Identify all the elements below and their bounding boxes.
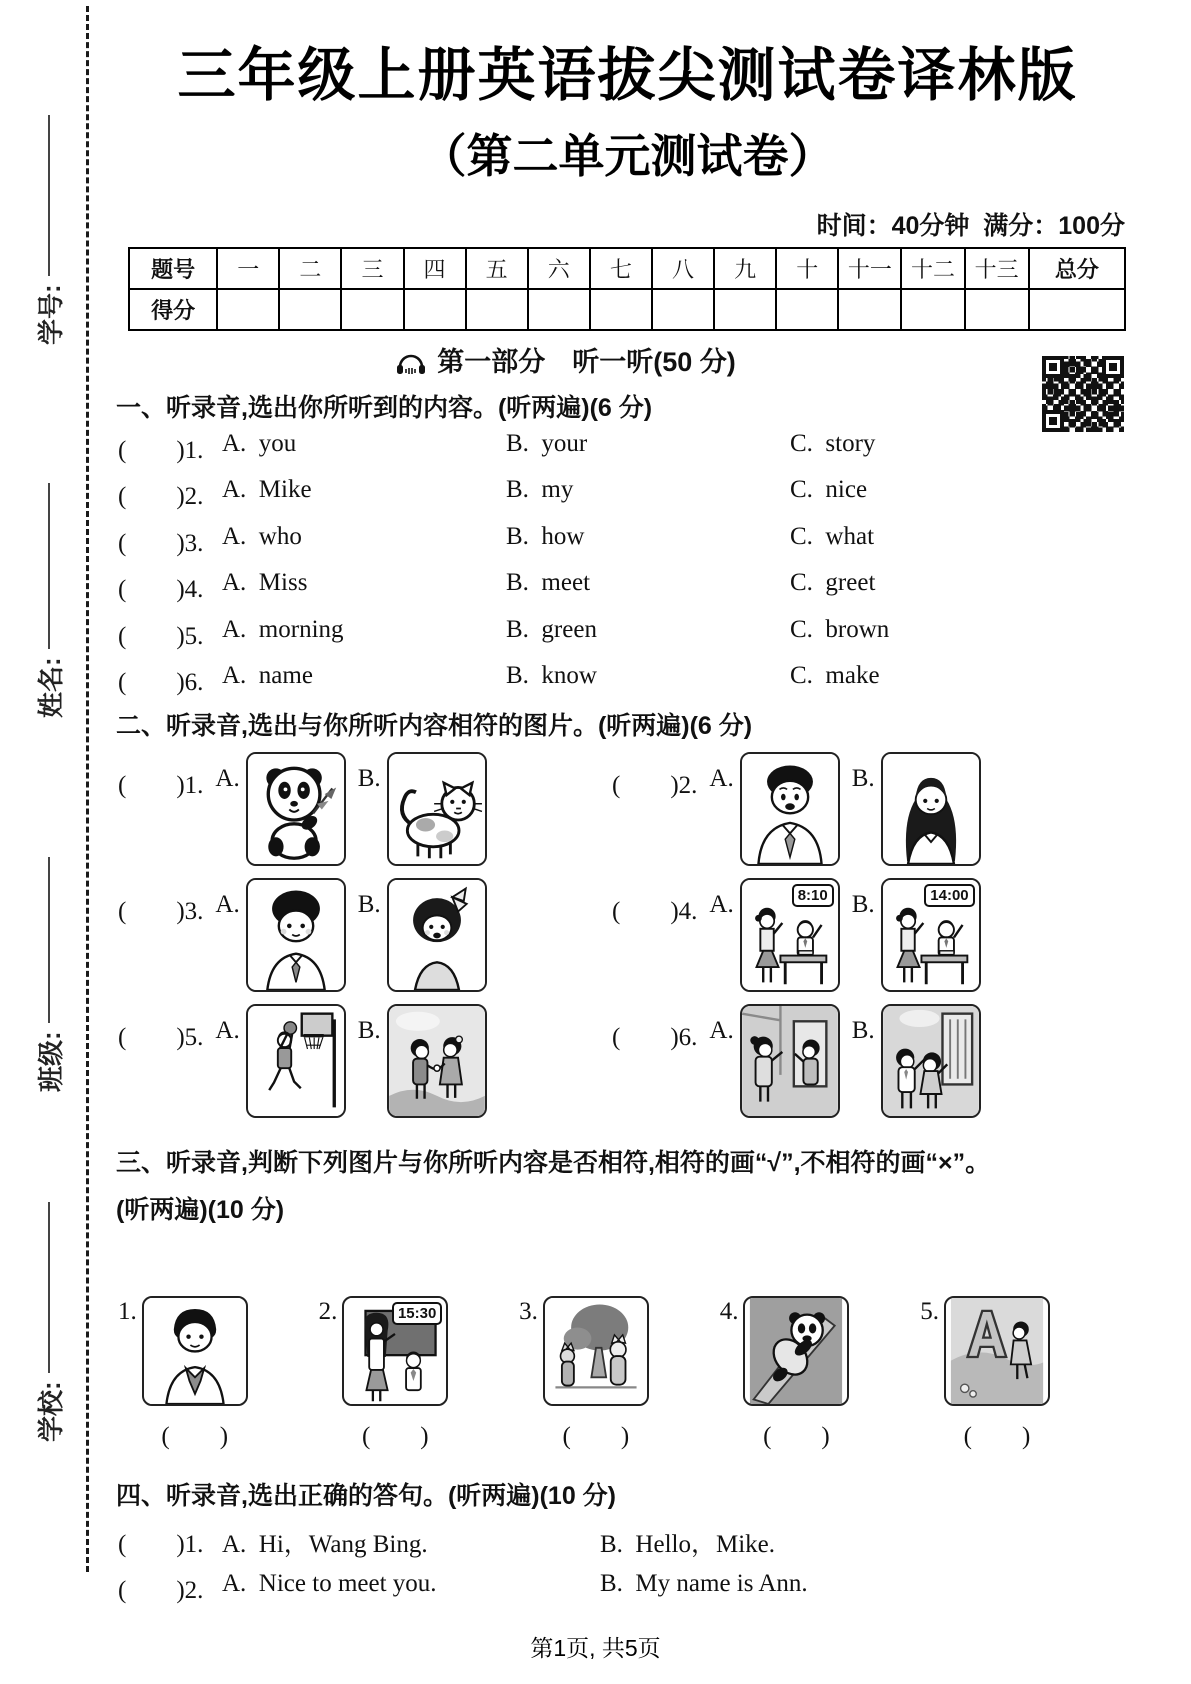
col-1: 一 [217, 248, 279, 289]
part1-question-row [118, 569, 1128, 611]
page-number: 第1页, 共5页 [530, 1635, 661, 1661]
option-b-label: B. [851, 891, 875, 918]
score-cell-empty [1029, 289, 1125, 330]
question-number: 4. [719, 1298, 739, 1325]
col-9: 九 [714, 248, 776, 289]
option-b: B. meet [506, 569, 591, 596]
option-a-label: A. [215, 765, 240, 792]
side-field-student-id [26, 115, 72, 345]
part1-question-row [118, 430, 1128, 472]
question-number: 5. [920, 1298, 939, 1325]
image-box [740, 752, 840, 866]
option-c: C. brown [790, 616, 890, 643]
girl-letter-a-image [946, 1298, 1048, 1404]
answer-bracket: ( ) [118, 1577, 185, 1604]
part1-question-row [118, 616, 1128, 658]
part3-item-2 [319, 1296, 449, 1452]
col-10: 十 [776, 248, 838, 289]
score-cell-empty [965, 289, 1029, 330]
answer-bracket: ( ) [612, 1024, 679, 1051]
page-subtitle: （第二单元测试卷） [420, 130, 835, 182]
col-2: 二 [279, 248, 341, 289]
answer-bracket: ( ) [963, 1423, 1031, 1450]
image-box [881, 1004, 981, 1118]
option-b: B. how [506, 523, 585, 550]
answer-bracket: ( ) [118, 623, 185, 650]
part3-heading-line1: 三、听录音,判断下列图片与你所听内容是否相符,相符的画“√”,不相符的画“×”。 [116, 1149, 991, 1177]
option-b-label: B. [357, 1017, 381, 1044]
option-a: A. morning [222, 616, 344, 643]
score-cell-empty [838, 289, 901, 330]
student-id-label: 学号: [35, 284, 66, 345]
answer-bracket: ( ) [361, 1423, 429, 1450]
part2-question-6 [612, 1004, 981, 1118]
boy-portrait-image [248, 880, 344, 990]
option-a-label: A. [709, 1017, 734, 1044]
option-a: A. Nice to meet you. [222, 1570, 437, 1597]
image-box [387, 1004, 487, 1118]
score-row-label: 得分 [129, 289, 217, 330]
part4-heading: 四、听录音,选出正确的答句。(听两遍)(10 分) [116, 1482, 617, 1510]
option-a: A. Hi，Wang Bing. [222, 1531, 428, 1558]
qr-finder-icon [1102, 356, 1124, 378]
answer-bracket: ( ) [612, 898, 679, 925]
woman-portrait-image [883, 754, 979, 864]
col-11: 十一 [838, 248, 901, 289]
question-number: 1. [184, 437, 204, 464]
score-cell-empty [279, 289, 341, 330]
score-cell-empty [590, 289, 652, 330]
girl-bow-portrait-image [389, 880, 485, 990]
col-8: 八 [652, 248, 714, 289]
question-number: 4. [184, 576, 204, 603]
question-number-header: 题号 [129, 248, 217, 289]
option-b: B. green [506, 616, 597, 643]
man-portrait-image [742, 754, 838, 864]
image-box [246, 1004, 346, 1118]
answer-bracket: ( ) [612, 772, 679, 799]
answer-bracket: ( ) [118, 1531, 185, 1558]
score-cell-empty [901, 289, 964, 330]
answer-bracket: ( ) [161, 1423, 229, 1450]
cats-under-tree-image [545, 1298, 647, 1404]
score-cell-empty [652, 289, 714, 330]
school-label: 学校: [35, 1381, 66, 1442]
part4-question-row [118, 1524, 1128, 1566]
question-number: 4. [678, 898, 698, 925]
option-c: C. greet [790, 569, 876, 596]
question-number: 2. [184, 483, 204, 510]
option-a: A. who [222, 523, 302, 550]
option-a: A. Mike [222, 476, 312, 503]
qr-code [1042, 356, 1124, 432]
score-table-score-row [129, 289, 1125, 330]
section1-header [88, 340, 1041, 379]
image-box [342, 1296, 448, 1406]
question-number: 1. [184, 1531, 204, 1558]
answer-bracket: ( ) [118, 1024, 185, 1051]
answer-bracket: ( ) [763, 1423, 830, 1450]
col-4: 四 [404, 248, 466, 289]
part3-item-1 [118, 1296, 248, 1452]
option-b-label: B. [851, 765, 875, 792]
question-number: 6. [184, 669, 204, 696]
qr-finder-icon [1042, 356, 1064, 378]
part2-row [0, 1004, 1191, 1128]
question-number: 6. [678, 1024, 698, 1051]
handshake-image [389, 1006, 485, 1116]
question-number: 3. [184, 898, 204, 925]
score-cell-empty [776, 289, 838, 330]
question-number: 3. [184, 530, 204, 557]
part2-question-1 [118, 752, 487, 866]
option-b: B. know [506, 662, 597, 689]
answer-bracket: ( ) [118, 530, 185, 557]
part3-heading-line2: (听两遍)(10 分) [116, 1196, 285, 1224]
part1-question-row [118, 476, 1128, 518]
question-number: 2. [318, 1298, 338, 1325]
part2-question-3 [118, 878, 487, 992]
score-cell-empty [466, 289, 528, 330]
question-number: 1. [118, 1298, 137, 1325]
option-b: B. my [506, 476, 574, 503]
panda-image [248, 754, 344, 864]
answer-bracket: ( ) [118, 772, 185, 799]
side-field-school [26, 1202, 72, 1442]
option-c: C. nice [790, 476, 868, 503]
option-a-label: A. [709, 891, 734, 918]
total-score-header: 总分 [1029, 248, 1125, 289]
image-box [246, 752, 346, 866]
question-number: 5. [184, 623, 204, 650]
part1-question-row [118, 662, 1128, 704]
part2-heading: 二、听录音,选出与你所听内容相符的图片。(听两遍)(6 分) [116, 712, 753, 740]
image-box [743, 1296, 849, 1406]
col-7: 七 [590, 248, 652, 289]
part4-question-row [118, 1570, 1128, 1612]
part1-question-row [118, 523, 1128, 565]
image-box [740, 1004, 840, 1118]
part1-heading: 一、听录音,选出你所听到的内容。(听两遍)(6 分) [116, 394, 653, 422]
clock-badge: 14:00 [924, 884, 974, 907]
image-box [387, 878, 487, 992]
option-a: A. Miss [222, 569, 308, 596]
part2-row [0, 878, 1191, 1002]
option-a-label: A. [215, 891, 240, 918]
option-c: C. what [790, 523, 875, 550]
basketball-image [248, 1006, 344, 1116]
question-number: 5. [184, 1024, 204, 1051]
col-5: 五 [466, 248, 528, 289]
image-box [944, 1296, 1050, 1406]
answer-bracket: ( ) [118, 669, 185, 696]
greeting-indoor-image [742, 1006, 838, 1116]
question-number: 2. [678, 772, 698, 799]
section1-title: 第一部分 听一听(50 分) [437, 347, 736, 377]
option-c: C. story [790, 430, 876, 457]
clock-badge: 8:10 [792, 884, 834, 907]
school-blank-line [48, 1202, 50, 1373]
score-cell-empty [528, 289, 590, 330]
greeting-outdoor-image [883, 1006, 979, 1116]
boy-scarf-image [144, 1298, 246, 1404]
part2-row [0, 752, 1191, 876]
class-label: 班级: [35, 1031, 66, 1092]
option-a-label: A. [215, 1017, 240, 1044]
answer-bracket: ( ) [118, 483, 185, 510]
option-b: B. My name is Ann. [600, 1570, 808, 1597]
answer-bracket: ( ) [118, 437, 185, 464]
col-13: 十三 [965, 248, 1029, 289]
score-cell-empty [341, 289, 403, 330]
col-6: 六 [528, 248, 590, 289]
clock-badge: 15:30 [392, 1302, 442, 1325]
score-table [128, 247, 1126, 331]
side-field-name [26, 483, 72, 718]
score-cell-empty [714, 289, 776, 330]
score-cell-empty [404, 289, 466, 330]
headphones-icon [393, 347, 429, 377]
option-a: A. you [222, 430, 297, 457]
option-b-label: B. [357, 891, 381, 918]
option-c: C. make [790, 662, 880, 689]
part2-question-2 [612, 752, 981, 866]
image-box [881, 752, 981, 866]
option-a-label: A. [709, 765, 734, 792]
option-b: B. your [506, 430, 588, 457]
score-table-header-row [129, 248, 1125, 289]
answer-bracket: ( ) [118, 576, 185, 603]
student-name-label: 姓名: [35, 657, 66, 718]
answer-bracket: ( ) [562, 1423, 630, 1450]
col-3: 三 [341, 248, 403, 289]
part3-item-5 [920, 1296, 1050, 1452]
page-title: 三年级上册英语拔尖测试卷译林版 [177, 43, 1078, 108]
option-b-label: B. [357, 765, 381, 792]
student-name-blank-line [48, 483, 50, 649]
part3-item-4 [720, 1296, 850, 1452]
image-box [881, 878, 981, 992]
image-box [387, 752, 487, 866]
panda-on-branch-image [745, 1298, 847, 1404]
option-b-label: B. [851, 1017, 875, 1044]
image-box [142, 1296, 248, 1406]
image-box [246, 878, 346, 992]
image-box [740, 878, 840, 992]
qr-finder-icon [1042, 410, 1064, 432]
question-number: 3. [519, 1298, 538, 1325]
question-number: 1. [184, 772, 204, 799]
option-b: B. Hello，Mike. [600, 1531, 775, 1558]
part3-items-row [118, 1296, 1050, 1452]
option-a: A. name [222, 662, 313, 689]
cat-image [389, 754, 485, 864]
student-id-blank-line [48, 115, 50, 276]
part3-item-3 [519, 1296, 649, 1452]
question-number: 2. [184, 1577, 204, 1604]
image-box [543, 1296, 649, 1406]
part2-question-5 [118, 1004, 487, 1118]
answer-bracket: ( ) [118, 898, 185, 925]
col-12: 十二 [901, 248, 964, 289]
score-cell-empty [217, 289, 279, 330]
exam-meta: 时间：40分钟 满分：100分 [816, 212, 1125, 240]
part2-question-4 [612, 878, 981, 992]
